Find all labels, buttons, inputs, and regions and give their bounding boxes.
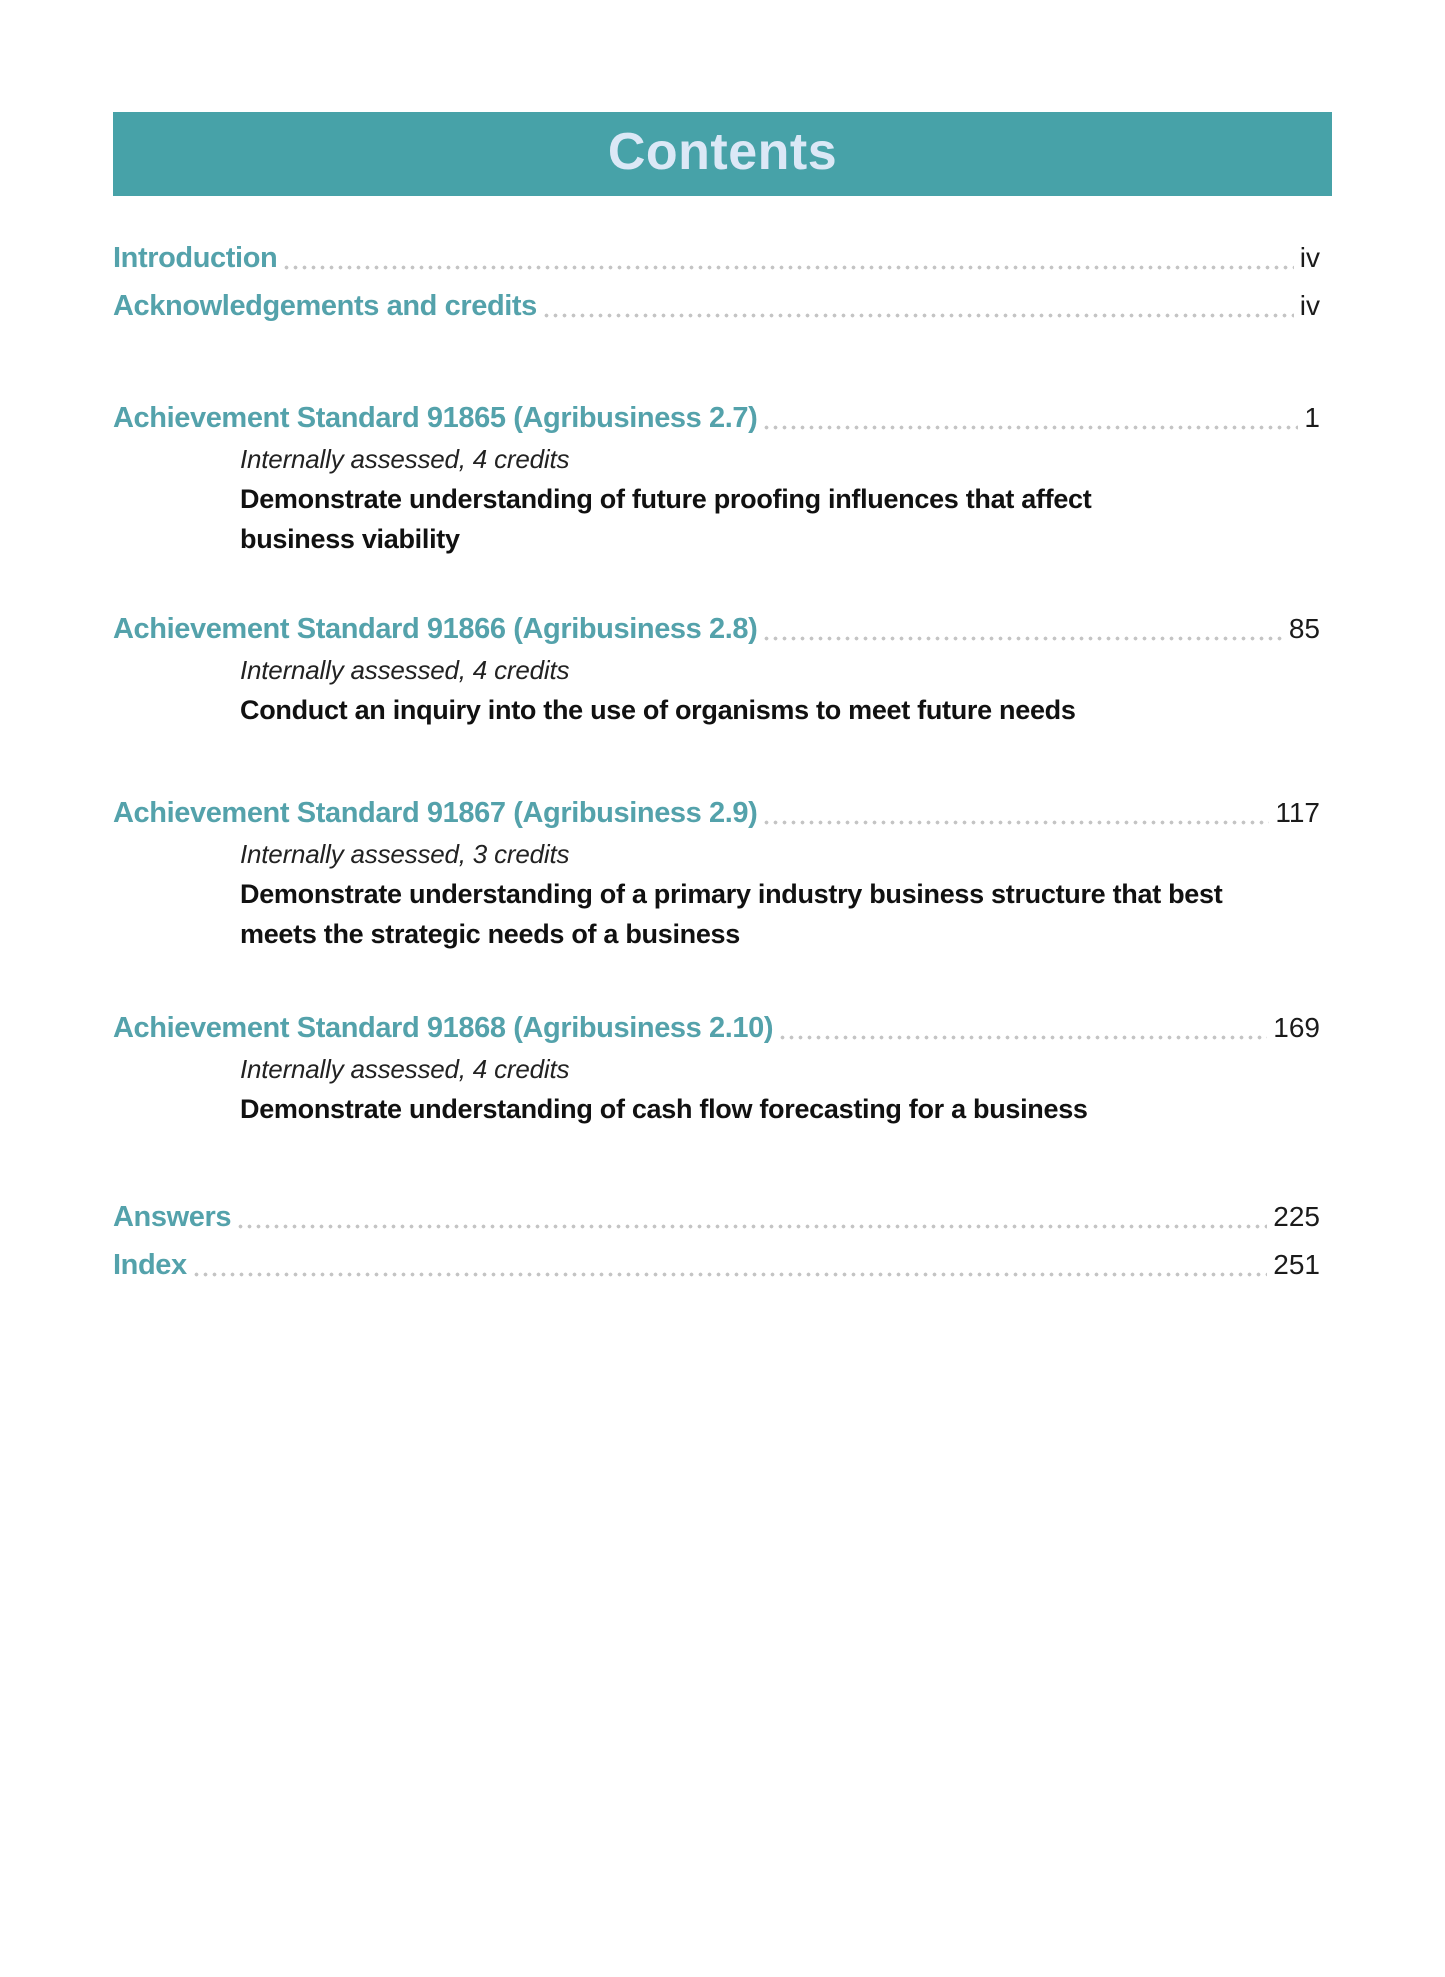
- standard-details: [240, 838, 1332, 954]
- dot-leader: [542, 312, 1294, 319]
- page-number: 169: [1273, 1012, 1320, 1043]
- page-title: Contents: [607, 123, 838, 181]
- dot-leader: [236, 1223, 1267, 1230]
- standard-description: [240, 479, 1332, 559]
- standard-details: [240, 443, 1332, 559]
- standard-details: [240, 654, 1332, 730]
- toc-entry-answers: [113, 1199, 1332, 1235]
- toc-entry-index: [113, 1247, 1332, 1283]
- standard-title: Achievement Standard 91865 (Agribusiness 2.7): [113, 402, 758, 434]
- dot-leader: [192, 1271, 1268, 1278]
- description-line: business viability: [240, 524, 460, 554]
- toc-entry-label: Introduction: [113, 242, 278, 274]
- page-number: 225: [1273, 1201, 1320, 1232]
- standard-title: Achievement Standard 91867 (Agribusiness 2.9): [113, 797, 758, 829]
- description-line: Conduct an inquiry into the use of organisms to meet future needs: [240, 695, 1076, 725]
- description-line: Demonstrate understanding of future proofing influences that affect: [240, 484, 1092, 514]
- page-number: 117: [1275, 797, 1320, 828]
- standard-description: [240, 874, 1332, 954]
- toc-entry-label: Index: [113, 1249, 187, 1281]
- contents-banner: [113, 112, 1332, 196]
- page-number: iv: [1299, 290, 1320, 321]
- dot-leader: [762, 635, 1282, 642]
- page-number: 1: [1304, 402, 1320, 433]
- standard-title-row: [113, 400, 1332, 436]
- page-content: [113, 0, 1332, 1283]
- standard-title: Achievement Standard 91866 (Agribusiness 2.8): [113, 613, 758, 645]
- toc-entry-label: Acknowledgements and credits: [113, 290, 537, 322]
- dot-leader: [282, 264, 1293, 271]
- standard-description: [240, 690, 1332, 730]
- dot-leader: [762, 424, 1298, 431]
- dot-leader: [778, 1034, 1267, 1041]
- page-number: 85: [1288, 613, 1320, 644]
- standard-description: [240, 1089, 1332, 1129]
- assessment-info: Internally assessed, 4 credits: [240, 1054, 570, 1084]
- standard-entry-91865: [113, 400, 1332, 559]
- standard-title: Achievement Standard 91868 (Agribusiness 2.10): [113, 1012, 774, 1044]
- standard-title-row: [113, 611, 1332, 647]
- standard-entry-91867: [113, 795, 1332, 954]
- description-line: Demonstrate understanding of cash flow forecasting for a business: [240, 1094, 1088, 1124]
- toc-entry-introduction: [113, 240, 1332, 276]
- description-line: meets the strategic needs of a business: [240, 919, 740, 949]
- description-line: Demonstrate understanding of a primary industry business structure that best: [240, 879, 1223, 909]
- standard-details: [240, 1053, 1332, 1129]
- assessment-info: Internally assessed, 3 credits: [240, 839, 570, 869]
- dot-leader: [762, 819, 1269, 826]
- standard-entry-91866: [113, 611, 1332, 730]
- page-number: iv: [1299, 242, 1320, 273]
- page-number: 251: [1273, 1249, 1320, 1280]
- assessment-info: Internally assessed, 4 credits: [240, 444, 570, 474]
- assessment-info: Internally assessed, 4 credits: [240, 655, 570, 685]
- standard-title-row: [113, 795, 1332, 831]
- toc-entry-label: Answers: [113, 1201, 232, 1233]
- standard-title-row: [113, 1010, 1332, 1046]
- standard-entry-91868: [113, 1010, 1332, 1129]
- toc-entry-acknowledgements: [113, 288, 1332, 324]
